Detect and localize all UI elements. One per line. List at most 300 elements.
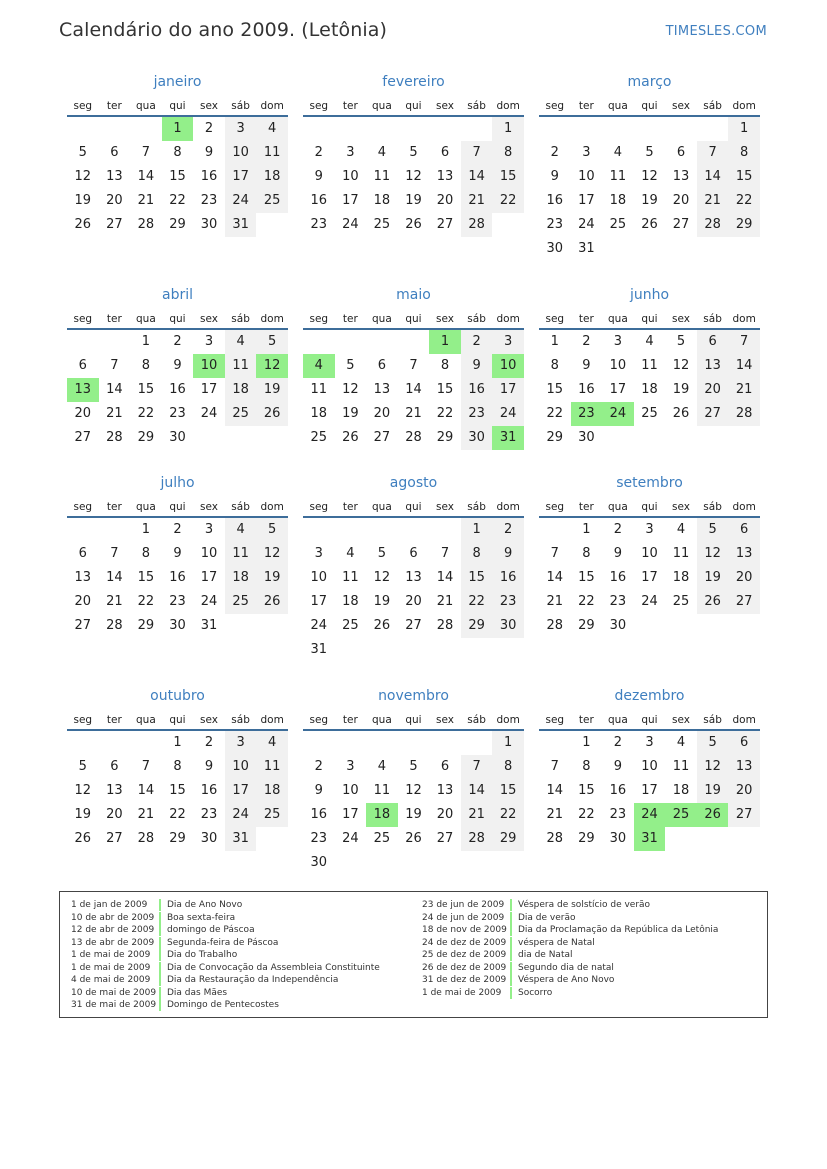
legend-row [422, 949, 718, 962]
day-cell: 25 [310, 430, 328, 445]
day-cell: 5 [78, 145, 87, 160]
week-row [539, 213, 760, 237]
empty-cell [99, 518, 131, 542]
month-name: dezembro [614, 688, 685, 704]
day-cell: 14 [546, 783, 564, 798]
day-cell: 3 [582, 145, 591, 160]
day-cell: 28 [697, 213, 729, 237]
day-cell: 22 [728, 189, 760, 213]
week-row [67, 566, 288, 590]
day-cell: 21 [728, 378, 760, 402]
weekday-header [539, 95, 760, 117]
legend-row [422, 899, 718, 912]
day-cell: 8 [728, 141, 760, 165]
week-row [539, 378, 760, 402]
day-cell: 26 [672, 406, 690, 421]
empty-cell [398, 117, 430, 141]
weekday-label: seg [73, 100, 93, 112]
day-cell: 24 [342, 831, 359, 846]
day-cell: 12 [405, 169, 422, 184]
week-row [303, 402, 524, 426]
month-name: abril [161, 287, 193, 303]
week-row [539, 542, 760, 566]
empty-cell [571, 117, 603, 141]
empty-cell [398, 330, 430, 354]
day-cell: 21 [137, 807, 155, 822]
day-cell: 18 [672, 570, 690, 585]
day-cell: 25 [609, 217, 627, 232]
day-cell: 9 [492, 542, 524, 566]
day-cell: 6 [78, 358, 87, 373]
day-cell: 30 [310, 855, 328, 870]
day-cell: 1 [461, 518, 493, 542]
weekday-label: sáb [231, 714, 250, 726]
day-cell: 13 [672, 169, 690, 184]
day-cell: 6 [409, 546, 418, 561]
day-cell: 20 [436, 193, 454, 208]
day-cell: 13 [106, 169, 123, 184]
legend-holiday-name: Dia de Ano Novo [167, 900, 243, 910]
holiday-marker [510, 937, 512, 949]
day-cell: 10 [641, 759, 658, 774]
day-cell: 6 [377, 358, 387, 373]
week-row [539, 426, 760, 450]
empty-cell [366, 330, 398, 354]
day-cell: 2 [173, 522, 182, 537]
holiday-day-cell: 23 [571, 402, 603, 426]
day-cell: 19 [342, 406, 359, 421]
legend-date: 10 de mai de 2009 [71, 987, 157, 998]
empty-cell [398, 518, 430, 542]
day-cell: 16 [492, 566, 524, 590]
day-cell: 7 [141, 145, 151, 160]
day-cell: 6 [728, 731, 760, 755]
week-row [67, 378, 288, 402]
day-cell: 28 [405, 430, 422, 445]
week-row [67, 614, 288, 638]
day-cell: 18 [225, 378, 257, 402]
legend-date: 31 de mai de 2009 [71, 1000, 157, 1011]
day-cell: 13 [74, 570, 92, 585]
legend-row [71, 962, 380, 975]
day-cell: 30 [461, 426, 493, 450]
day-cell: 28 [106, 430, 123, 445]
day-cell: 4 [645, 334, 654, 349]
day-cell: 9 [314, 169, 323, 184]
holiday-day-cell: 24 [634, 803, 666, 827]
legend-row [71, 924, 380, 937]
month-abril [67, 285, 288, 450]
week-row [539, 731, 760, 755]
month-dezembro [539, 686, 760, 851]
holiday-day-cell: 10 [492, 354, 524, 378]
day-cell: 17 [225, 165, 257, 189]
day-cell: 24 [310, 618, 328, 633]
week-row [67, 402, 288, 426]
day-cell: 12 [672, 358, 690, 373]
day-cell: 26 [641, 217, 658, 232]
day-cell: 24 [225, 803, 257, 827]
day-cell: 16 [200, 783, 218, 798]
day-cell: 10 [225, 141, 257, 165]
day-cell: 14 [461, 165, 493, 189]
holiday-marker [159, 999, 161, 1011]
day-cell: 25 [672, 594, 690, 609]
day-cell: 12 [697, 542, 729, 566]
day-cell: 22 [492, 803, 524, 827]
month-name: outubro [150, 688, 205, 704]
day-cell: 30 [578, 430, 595, 445]
day-cell: 9 [461, 354, 493, 378]
empty-cell [539, 117, 571, 141]
weekday-label: dom [496, 100, 520, 112]
day-cell: 3 [346, 759, 355, 774]
day-cell: 1 [492, 117, 524, 141]
day-cell: 7 [461, 141, 493, 165]
empty-cell [303, 330, 335, 354]
holiday-marker [159, 949, 161, 961]
month-outubro [67, 686, 288, 851]
day-cell: 23 [492, 590, 524, 614]
day-cell: 21 [697, 189, 729, 213]
day-cell: 29 [728, 213, 760, 237]
day-cell: 6 [78, 546, 87, 561]
day-cell: 3 [225, 731, 257, 755]
weekday-label: sex [436, 714, 455, 726]
day-cell: 5 [645, 145, 654, 160]
day-cell: 13 [436, 169, 454, 184]
legend-holiday-name: Socorro [518, 987, 553, 998]
weekday-header [67, 308, 288, 330]
day-cell: 14 [546, 570, 564, 585]
day-cell: 4 [225, 518, 257, 542]
week-row [303, 213, 524, 237]
empty-cell [429, 518, 461, 542]
day-cell: 18 [310, 406, 328, 421]
day-cell: 5 [78, 759, 87, 774]
holiday-day-cell: 10 [193, 354, 225, 378]
day-cell: 4 [256, 731, 288, 755]
holiday-day-cell: 13 [67, 378, 99, 402]
day-cell: 28 [137, 217, 155, 232]
day-cell: 9 [314, 783, 323, 798]
day-cell: 8 [492, 141, 524, 165]
empty-cell [366, 731, 398, 755]
day-cell: 23 [546, 217, 564, 232]
month-setembro [539, 473, 760, 638]
week-row [539, 189, 760, 213]
week-row [67, 518, 288, 542]
day-cell: 11 [342, 570, 359, 585]
day-cell: 28 [546, 618, 564, 633]
empty-cell [335, 117, 367, 141]
day-cell: 11 [672, 759, 690, 774]
week-row [539, 779, 760, 803]
weekday-label: ter [106, 313, 122, 325]
day-cell: 20 [728, 566, 760, 590]
day-cell: 5 [377, 546, 387, 561]
week-row [303, 354, 524, 378]
legend-date: 25 de dez de 2009 [422, 950, 507, 961]
month-name: julho [160, 475, 195, 491]
day-cell: 29 [436, 430, 454, 445]
day-cell: 12 [697, 755, 729, 779]
empty-cell [67, 117, 99, 141]
week-row [539, 803, 760, 827]
legend-date: 1 de jan de 2009 [71, 900, 148, 910]
day-cell: 14 [697, 165, 729, 189]
weekday-label: sex [200, 100, 219, 112]
day-cell: 12 [641, 169, 658, 184]
day-cell: 13 [728, 542, 760, 566]
day-cell: 13 [373, 382, 391, 397]
week-row [539, 827, 760, 851]
week-row [303, 117, 524, 141]
day-cell: 23 [461, 402, 493, 426]
day-cell: 4 [225, 330, 257, 354]
month-name: maio [396, 287, 431, 303]
weekday-label: sex [436, 501, 455, 513]
weekday-label: seg [309, 100, 329, 112]
day-cell: 30 [609, 831, 627, 846]
day-cell: 2 [582, 334, 591, 349]
day-cell: 21 [137, 193, 155, 208]
day-cell: 15 [492, 779, 524, 803]
day-cell: 21 [546, 594, 564, 609]
weekday-label: ter [106, 100, 122, 112]
holiday-day-cell: 18 [366, 803, 398, 827]
day-cell: 28 [546, 831, 564, 846]
weekday-label: qua [136, 714, 156, 726]
day-cell: 31 [225, 213, 257, 237]
legend-holiday-name: dia de Natal [518, 950, 573, 961]
day-cell: 22 [169, 193, 186, 208]
empty-cell [67, 518, 99, 542]
legend-row [71, 999, 380, 1012]
day-cell: 13 [436, 783, 454, 798]
day-cell: 20 [405, 594, 422, 609]
day-cell: 31 [200, 618, 218, 633]
week-row [303, 614, 524, 638]
day-cell: 4 [676, 522, 686, 537]
weekday-label: qui [641, 714, 658, 726]
day-cell: 29 [169, 217, 186, 232]
empty-cell [335, 330, 367, 354]
day-cell: 27 [728, 590, 760, 614]
empty-cell [130, 731, 162, 755]
day-cell: 7 [409, 358, 418, 373]
day-cell: 1 [173, 735, 182, 750]
day-cell: 21 [546, 807, 564, 822]
day-cell: 1 [728, 117, 760, 141]
empty-cell [461, 731, 493, 755]
weekday-label: ter [578, 714, 594, 726]
day-cell: 11 [310, 382, 328, 397]
day-cell: 22 [169, 807, 186, 822]
weekday-label: seg [309, 501, 329, 513]
day-cell: 23 [609, 594, 627, 609]
day-cell: 2 [314, 145, 323, 160]
weekday-label: qua [136, 501, 156, 513]
day-cell: 27 [74, 618, 92, 633]
brand-link[interactable]: TIMESLES.COM [665, 24, 767, 39]
empty-cell [335, 518, 367, 542]
day-cell: 10 [310, 570, 328, 585]
empty-cell [697, 117, 729, 141]
weekday-label: sáb [703, 501, 722, 513]
holiday-marker [510, 924, 512, 936]
weekday-label: ter [106, 501, 122, 513]
day-cell: 29 [169, 831, 186, 846]
day-cell: 28 [728, 402, 760, 426]
week-row [539, 141, 760, 165]
day-cell: 10 [342, 169, 359, 184]
week-row [67, 731, 288, 755]
week-row [67, 590, 288, 614]
weekday-label: sáb [703, 100, 722, 112]
day-cell: 16 [578, 382, 595, 397]
holiday-day-cell: 24 [602, 402, 634, 426]
weekday-label: sáb [467, 313, 486, 325]
day-cell: 2 [550, 145, 559, 160]
day-cell: 4 [676, 735, 686, 750]
legend-date: 26 de dez de 2009 [422, 962, 507, 973]
day-cell: 30 [169, 430, 186, 445]
empty-cell [67, 330, 99, 354]
day-cell: 3 [204, 334, 214, 349]
day-cell: 20 [697, 378, 729, 402]
day-cell: 30 [200, 831, 218, 846]
day-cell: 14 [137, 169, 155, 184]
day-cell: 5 [256, 518, 288, 542]
day-cell: 27 [373, 430, 391, 445]
week-row [67, 165, 288, 189]
empty-cell [303, 731, 335, 755]
day-cell: 20 [74, 594, 92, 609]
day-cell: 27 [436, 217, 454, 232]
month-name: março [627, 74, 672, 90]
day-cell: 4 [377, 145, 387, 160]
empty-cell [429, 731, 461, 755]
day-cell: 17 [200, 382, 218, 397]
legend-date: 1 de mai de 2009 [422, 987, 502, 998]
legend-holiday-name: Dia da Restauração da Independência [167, 975, 339, 986]
day-cell: 24 [492, 402, 524, 426]
day-cell: 27 [697, 402, 729, 426]
weekday-label: dom [732, 714, 756, 726]
weekday-label: qui [405, 100, 422, 112]
day-cell: 5 [697, 518, 729, 542]
day-cell: 15 [137, 382, 155, 397]
weekday-label: qui [641, 313, 658, 325]
weekday-label: qui [405, 501, 422, 513]
empty-cell [665, 117, 697, 141]
weekday-label: seg [545, 501, 565, 513]
day-cell: 9 [582, 358, 591, 373]
day-cell: 6 [697, 330, 729, 354]
legend-row [71, 912, 380, 925]
day-cell: 24 [200, 406, 218, 421]
weekday-label: seg [545, 714, 565, 726]
weekday-label: ter [342, 313, 358, 325]
day-cell: 20 [672, 193, 690, 208]
day-cell: 23 [310, 831, 328, 846]
week-row [303, 165, 524, 189]
day-cell: 25 [342, 618, 359, 633]
day-cell: 8 [173, 759, 182, 774]
day-cell: 14 [436, 570, 454, 585]
weekday-header [67, 709, 288, 731]
day-cell: 30 [546, 241, 564, 256]
day-cell: 25 [256, 189, 288, 213]
weekday-label: qui [405, 714, 422, 726]
day-cell: 20 [106, 193, 123, 208]
weekday-label: sex [200, 501, 219, 513]
day-cell: 5 [676, 334, 686, 349]
month-fevereiro [303, 72, 524, 237]
day-cell: 10 [578, 169, 595, 184]
day-cell: 26 [373, 618, 391, 633]
legend-holiday-name: véspera de Natal [518, 937, 595, 948]
day-cell: 22 [546, 406, 564, 421]
week-row [303, 590, 524, 614]
day-cell: 29 [578, 831, 595, 846]
day-cell: 20 [373, 406, 391, 421]
weekday-label: sáb [703, 714, 722, 726]
weekday-label: seg [309, 714, 329, 726]
holiday-marker [159, 899, 161, 911]
day-cell: 19 [74, 807, 92, 822]
weekday-label: sex [672, 714, 691, 726]
week-row [303, 378, 524, 402]
empty-cell [461, 117, 493, 141]
day-cell: 25 [225, 590, 257, 614]
day-cell: 8 [141, 358, 151, 373]
day-cell: 15 [728, 165, 760, 189]
weekday-label: qua [136, 100, 156, 112]
weekday-label: qui [169, 714, 186, 726]
month-janeiro [67, 72, 288, 237]
weekday-label: sex [436, 100, 455, 112]
day-cell: 15 [169, 783, 186, 798]
day-cell: 11 [672, 546, 690, 561]
weekday-label: seg [545, 313, 565, 325]
holiday-marker [159, 912, 161, 924]
weekday-label: qui [641, 100, 658, 112]
legend-column-left [71, 899, 380, 1012]
day-cell: 24 [641, 594, 658, 609]
holiday-marker [510, 974, 512, 986]
day-cell: 18 [641, 382, 658, 397]
empty-cell [99, 731, 131, 755]
day-cell: 10 [641, 546, 658, 561]
day-cell: 6 [110, 145, 119, 160]
day-cell: 9 [173, 358, 182, 373]
day-cell: 16 [169, 570, 186, 585]
day-cell: 11 [373, 169, 391, 184]
day-cell: 2 [173, 334, 182, 349]
day-cell: 1 [141, 334, 151, 349]
legend-holiday-name: Dia de Convocação da Assembleia Constituinte [167, 962, 380, 973]
day-cell: 21 [405, 406, 422, 421]
day-cell: 7 [550, 546, 559, 561]
week-row [303, 542, 524, 566]
day-cell: 27 [106, 217, 123, 232]
day-cell: 29 [546, 430, 564, 445]
day-cell: 28 [106, 618, 123, 633]
week-row [539, 330, 760, 354]
day-cell: 14 [106, 570, 123, 585]
